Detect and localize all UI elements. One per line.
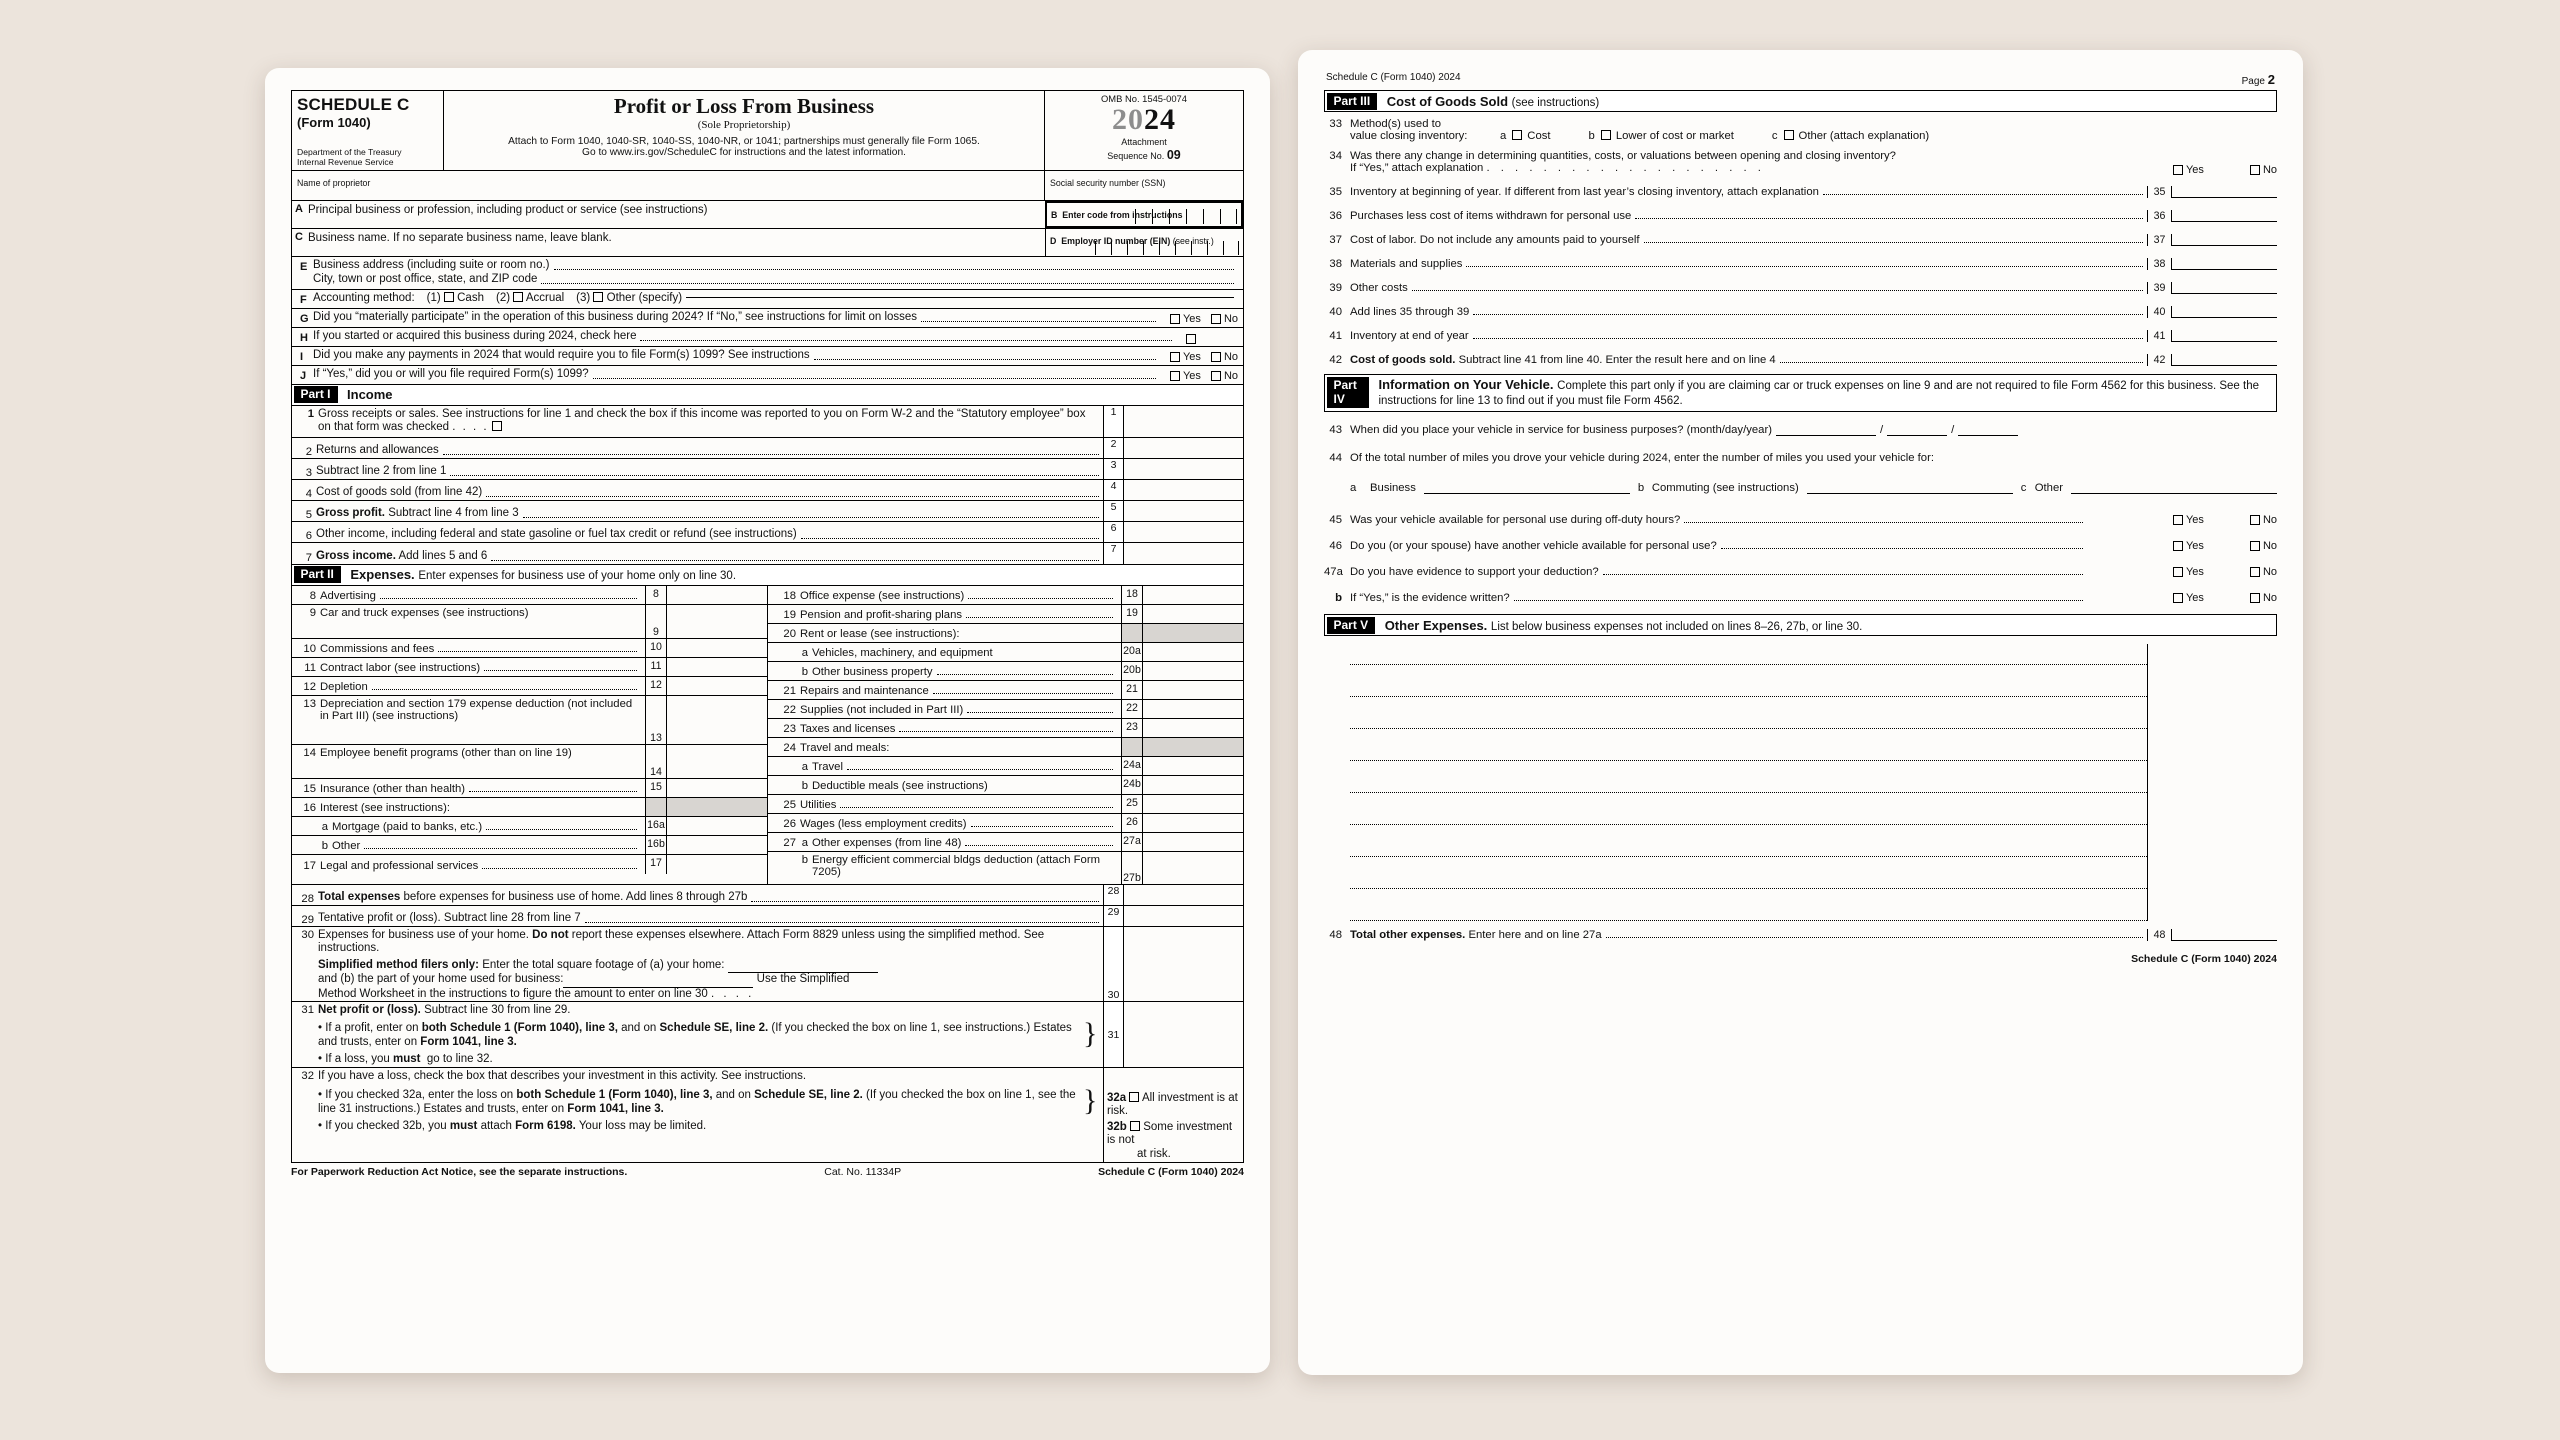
line-18-amount[interactable]	[1143, 586, 1243, 604]
line-35-row: 35 Inventory at beginning of year. If different from last year’s closing inventory, attach explanation 35	[1324, 184, 2277, 200]
checkbox-i-yes[interactable]	[1170, 352, 1180, 362]
checkbox-32a[interactable]	[1129, 1092, 1139, 1102]
line-42-row: 42 Cost of goods sold. Subtract line 41 from line 40. Enter the result here and on line 4 42	[1324, 352, 2277, 368]
schedule-title: SCHEDULE C	[297, 95, 410, 114]
page-2-footer: Schedule C (Form 1040) 2024	[2131, 953, 2277, 965]
line-25-amount[interactable]	[1143, 795, 1243, 813]
other-expense-amount[interactable]	[2148, 665, 2277, 697]
line-47a-row: 47a Do you have evidence to support your deduction? Yes No	[1324, 566, 2277, 578]
line-20b-row: b Other business property 20b	[768, 662, 1243, 681]
part-2-title: Expenses. Enter expenses for business use of your home only on line 30.	[350, 567, 737, 583]
label-e: E	[300, 260, 308, 273]
line-2-row: 2 Returns and allowances 2	[292, 438, 1243, 459]
footer-form-id: Schedule C (Form 1040) 2024	[1098, 1165, 1244, 1178]
line-43-month[interactable]	[1776, 435, 1876, 436]
line-16a-row: a Mortgage (paid to banks, etc.) 16a	[292, 817, 767, 836]
line-1-tag: 1	[1104, 406, 1124, 437]
line-3-row: 3 Subtract line 2 from line 1 3	[292, 459, 1243, 480]
footer-notice: For Paperwork Reduction Act Notice, see the separate instructions.	[291, 1165, 628, 1178]
line-17-row: 17 Legal and professional services 17	[292, 855, 767, 874]
other-expense-amount[interactable]	[2148, 697, 2277, 729]
goto-instruction[interactable]: Go to www.irs.gov/ScheduleC for instructions and the latest information.	[582, 147, 906, 158]
line-5-amount[interactable]	[1124, 501, 1243, 521]
line-47a-yes[interactable]: Yes	[2173, 566, 2204, 578]
line-24a-amount[interactable]	[1143, 757, 1243, 775]
checkbox-47b-yes[interactable]	[2173, 593, 2183, 603]
line-7-amount[interactable]	[1124, 543, 1243, 564]
line-19-row: 19 Pension and profit-sharing plans 19	[768, 605, 1243, 624]
row-g	[291, 308, 1244, 327]
line-41-row: 41 Inventory at end of year 41	[1324, 328, 2277, 344]
header-title-block	[444, 91, 1045, 170]
miles-business-field[interactable]	[1424, 493, 1630, 494]
other-expense-amount[interactable]	[2148, 825, 2277, 857]
part-5-title: Other Expenses. List below business expenses not included on lines 8–26, 27b, or line 30.	[1384, 617, 1863, 633]
line-28-amount[interactable]	[1124, 885, 1243, 905]
label-j: J	[300, 369, 307, 382]
other-expense-line[interactable]	[1350, 900, 2147, 921]
line-23-row: 23 Taxes and licenses 23	[768, 719, 1243, 738]
other-expense-amount[interactable]	[2148, 857, 2277, 889]
line-40-amount[interactable]	[2172, 306, 2277, 318]
proprietor-name-field[interactable]	[292, 171, 1045, 200]
line-37-amount[interactable]	[2172, 234, 2277, 246]
line-5-row: 5 Gross profit. Subtract line 4 from line 3 5	[292, 501, 1243, 522]
address-dotted-line[interactable]	[554, 269, 1234, 270]
started-business-text: If you started or acquired this business during 2024, check here	[313, 329, 637, 342]
accounting-method-label: Accounting method:	[313, 291, 415, 304]
row-c-d	[291, 228, 1244, 256]
other-expense-line[interactable]	[1350, 804, 2147, 825]
ein-field[interactable]	[1045, 229, 1243, 256]
row-i	[291, 346, 1244, 365]
checkbox-34-yes[interactable]	[2173, 165, 2183, 175]
row-e	[291, 256, 1244, 289]
label-c: C	[295, 230, 303, 243]
part-5-bar	[1324, 614, 2277, 636]
checkbox-47b-no[interactable]	[2250, 593, 2260, 603]
page-1-footer	[291, 1163, 1244, 1178]
form-header	[291, 90, 1244, 170]
line-32-row: 32 If you have a loss, check the box that describes your investment in this activity. See instructions. • If you checked 32a, enter the loss on both Schedule 1 (Form 1040), line 3, and on Schedule SE, line 2. (If you checked the box on line 1, see the line 31 instructions.) Estates and trusts, enter on Form 1041, line 3. • If you checked 32b, you must attach Form 6198. Your loss may be limited. } 32a All investment is at risk. 32b Some investment is not at risk.	[292, 1068, 1243, 1162]
line-21-row: 21 Repairs and maintenance 21	[768, 681, 1243, 700]
line-43-day[interactable]	[1887, 435, 1947, 436]
h-dots	[640, 340, 1172, 341]
line-16-row: 16 Interest (see instructions):	[292, 798, 767, 817]
part-2-right-column	[768, 586, 1243, 884]
checkbox-33b[interactable]	[1601, 130, 1611, 140]
page-2-form-id: Schedule C (Form 1040) 2024	[1326, 72, 1461, 83]
line-33-row: 33 Method(s) used to value closing inventory: a Cost b Lower of cost or market c Other (attach explanation)	[1329, 118, 1930, 142]
line-13-amount[interactable]	[667, 696, 767, 744]
city-dotted-line[interactable]	[541, 283, 1234, 284]
line-16b-amount[interactable]	[667, 836, 767, 854]
line-48-amount[interactable]	[2172, 929, 2277, 941]
line-31-row: 31 Net profit or (loss). Subtract line 30 from line 29. • If a profit, enter on both Schedule 1 (Form 1040), line 3, and on Schedule SE, line 2. (If you checked the box on line 1, see instructions.) Estates and trusts, enter on Form 1041, line 3. • If a loss, you must go to line 32. } 31	[292, 1002, 1243, 1067]
line-6-amount[interactable]	[1124, 522, 1243, 542]
line-8-amount[interactable]	[667, 586, 767, 604]
other-expense-line[interactable]	[1350, 772, 2147, 793]
part-1-title: Income	[347, 387, 393, 403]
business-code-cells[interactable]	[1135, 209, 1237, 224]
line-46-yes[interactable]: Yes	[2173, 540, 2204, 552]
line-47b-row: b If “Yes,” is the evidence written? Yes No	[1335, 592, 2277, 604]
schedule-c-page-2	[1298, 50, 2303, 1375]
line-10-amount[interactable]	[667, 639, 767, 657]
line-28-row: 28 Total expenses before expenses for business use of home. Add lines 8 through 27b 28	[292, 885, 1243, 906]
accounting-opt-3[interactable]: (3) Other (specify)	[576, 291, 683, 304]
line-14-row: 14 Employee benefit programs (other than on line 19) 14	[292, 745, 767, 779]
line-39-amount[interactable]	[2172, 282, 2277, 294]
line-39-row: 39 Other costs 39	[1324, 280, 2277, 296]
line-47b-yes[interactable]: Yes	[2173, 592, 2204, 604]
line-20a-amount[interactable]	[1143, 643, 1243, 661]
line-47b-no[interactable]: No	[2250, 592, 2277, 604]
footer-cat-no: Cat. No. 11334P	[824, 1165, 902, 1178]
other-expense-line[interactable]	[1350, 708, 2147, 729]
department-line: Department of the Treasury	[297, 147, 402, 157]
part-3-title: Cost of Goods Sold (see instructions)	[1386, 93, 1600, 109]
form-title: Profit or Loss From Business	[613, 94, 875, 118]
business-name-field[interactable]: Business name. If no separate business name, leave blank.	[308, 231, 612, 244]
line-9-row: 9 Car and truck expenses (see instructions) 9	[292, 605, 767, 639]
line-3-amount[interactable]	[1124, 459, 1243, 479]
line-34-yes[interactable]: Yes	[2173, 164, 2204, 176]
line-30-amount[interactable]	[1124, 927, 1243, 1002]
j-no[interactable]: No	[1211, 370, 1238, 382]
header-schedule-block	[292, 91, 444, 170]
line-6-row: 6 Other income, including federal and state gasoline or fuel tax credit or refund (see instructions) 6	[292, 522, 1243, 543]
line-24a-row: a Travel 24a	[768, 757, 1243, 776]
material-participation-text: Did you “materially participate” in the operation of this business during 2024? If “No,” see instructions for limit on losses	[313, 310, 918, 323]
part-2-label: Part II	[294, 566, 341, 583]
line-34-no[interactable]: No	[2250, 164, 2277, 176]
checkbox-33c[interactable]	[1784, 130, 1794, 140]
j-yes[interactable]: Yes	[1170, 370, 1201, 382]
part-4-bar	[1324, 374, 2277, 412]
line-36-row: 36 Purchases less cost of items withdrawn for personal use 36	[1324, 208, 2277, 224]
form-subtitle: (Sole Proprietorship)	[697, 119, 791, 131]
miles-commuting-field[interactable]	[1807, 493, 2013, 494]
row-f	[291, 289, 1244, 308]
line-35-amount[interactable]	[2172, 186, 2277, 198]
part-5-label: Part V	[1327, 617, 1376, 634]
line-29-row: 29 Tentative profit or (loss). Subtract line 28 from line 7 29	[292, 906, 1243, 927]
line-23-amount[interactable]	[1143, 719, 1243, 737]
line-45-yes[interactable]: Yes	[2173, 514, 2204, 526]
line-48-row: 48 Total other expenses. Enter here and on line 27a 48	[1324, 927, 2277, 943]
other-expense-amount[interactable]	[2148, 729, 2277, 761]
line-22-amount[interactable]	[1143, 700, 1243, 718]
other-expense-line[interactable]	[1350, 676, 2147, 697]
line-32b-option[interactable]: 32b Some investment is not	[1107, 1120, 1233, 1147]
attach-instruction: Attach to Form 1040, 1040-SR, 1040-SS, 1040-NR, or 1041; partnerships must generally file Form 1065.	[508, 136, 980, 147]
i-yes[interactable]: Yes	[1170, 351, 1201, 363]
ssn-label: Social security number (SSN)	[1050, 177, 1166, 188]
miles-other-field[interactable]	[2071, 493, 2277, 494]
part-1-lines	[291, 405, 1244, 564]
line-27a-row: 27 a Other expenses (from line 48) 27a	[768, 833, 1243, 852]
label-g: G	[300, 312, 309, 325]
line-46-no[interactable]: No	[2250, 540, 2277, 552]
line-31-amount[interactable]	[1124, 1002, 1243, 1066]
line-38-row: 38 Materials and supplies 38	[1324, 256, 2277, 272]
line-7-row: 7 Gross income. Add lines 5 and 6 7	[292, 543, 1243, 564]
other-expense-amount[interactable]	[2148, 793, 2277, 825]
other-expense-line[interactable]	[1350, 740, 2147, 761]
line-44-row: 44 Of the total number of miles you drove your vehicle during 2024, enter the number of miles you used your vehicle for:	[1329, 452, 1934, 464]
i-dots	[814, 359, 1156, 360]
label-i: I	[300, 350, 304, 363]
line-34-row: 34 Was there any change in determining quantities, costs, or valuations between opening and closing inventory? If “Yes,” attach explanation . . . . . . . . . . . . . . . . . . . . Yes No	[1329, 150, 2277, 176]
principal-business-field[interactable]: Principal business or profession, including product or service (see instructions)	[308, 203, 708, 216]
part-2-left-column	[292, 586, 768, 884]
business-code-field[interactable]	[1045, 201, 1243, 228]
line-19-amount[interactable]	[1143, 605, 1243, 623]
line-4-row: 4 Cost of goods sold (from line 42) 4	[292, 480, 1243, 501]
line-24b-amount[interactable]	[1143, 776, 1243, 794]
line-12-row: 12 Depletion 12	[292, 677, 767, 696]
line-16a-amount[interactable]	[667, 817, 767, 835]
line-26-row: 26 Wages (less employment credits) 26	[768, 814, 1243, 833]
checkbox-g-no[interactable]	[1211, 314, 1221, 324]
line-16b-row: b Other 16b	[292, 836, 767, 855]
label-f: F	[300, 293, 307, 306]
line-20b-amount[interactable]	[1143, 662, 1243, 680]
tax-year: 2024	[1112, 103, 1176, 136]
checkbox-g-yes[interactable]	[1170, 314, 1180, 324]
line-42-amount[interactable]	[2172, 354, 2277, 366]
line-44-subrow: a Business b Commuting (see instructions) c Other	[1324, 480, 2277, 496]
accounting-opt-1[interactable]: (1) Cash	[426, 291, 484, 304]
checkbox-cash[interactable]	[444, 292, 454, 302]
part-2-bar	[291, 564, 1244, 585]
line-46-row: 46 Do you (or your spouse) have another vehicle available for personal use? Yes No	[1329, 540, 2277, 552]
attachment-sequence: Attachment Sequence No. 09	[1107, 137, 1181, 162]
line-20-row: 20 Rent or lease (see instructions):	[768, 624, 1243, 643]
j-dots	[593, 378, 1156, 379]
part-5-blank-lines	[1324, 644, 2277, 921]
other-expense-amount[interactable]	[2148, 644, 2277, 665]
line-37-row: 37 Cost of labor. Do not include any amounts paid to yourself 37	[1324, 232, 2277, 248]
label-b: B Enter code from instructions	[1051, 209, 1183, 220]
line-45-row: 45 Was your vehicle available for personal use during off-duty hours? Yes No	[1329, 514, 2277, 526]
line-27b-row: b Energy efficient commercial bldgs deduction (attach Form 7205) 27b	[768, 852, 1243, 884]
other-expense-amount[interactable]	[2148, 761, 2277, 793]
checkbox-47a-no[interactable]	[2250, 567, 2260, 577]
line-40-row: 40 Add lines 35 through 39 40	[1324, 304, 2277, 320]
checkbox-46-yes[interactable]	[2173, 541, 2183, 551]
ein-cells[interactable]	[1095, 241, 1239, 255]
header-omb-block	[1045, 91, 1243, 170]
checkbox-32b[interactable]	[1130, 1121, 1140, 1131]
schedule-c-page-1	[265, 68, 1270, 1373]
checkbox-33a[interactable]	[1512, 130, 1522, 140]
checkbox-34-no[interactable]	[2250, 165, 2260, 175]
service-line: Internal Revenue Service	[297, 157, 394, 168]
line-8-row: 8 Advertising 8	[292, 586, 767, 605]
line-11-amount[interactable]	[667, 658, 767, 676]
lines-35-42	[1324, 184, 2277, 368]
checkbox-accrual[interactable]	[513, 292, 523, 302]
part-4-title: Information on Your Vehicle. Complete this part only if you are claiming car or truck expenses on line 9 and are not required to file Form 4562 for this business. See the instructions for line 13 to find out if you must file Form 4562.	[1378, 377, 2260, 407]
line-1-amount[interactable]	[1124, 406, 1243, 437]
g-dots	[921, 321, 1156, 322]
h-check[interactable]	[1186, 334, 1196, 344]
line-11-row: 11 Contract labor (see instructions) 11	[292, 658, 767, 677]
part-1-label: Part I	[294, 386, 338, 403]
row-h	[291, 327, 1244, 346]
name-ssn-row	[291, 170, 1244, 200]
line-38-amount[interactable]	[2172, 258, 2277, 270]
line-27b-amount[interactable]	[1143, 852, 1243, 884]
line-12-amount[interactable]	[667, 677, 767, 695]
line-22-row: 22 Supplies (not included in Part III) 22	[768, 700, 1243, 719]
checkbox-45-yes[interactable]	[2173, 515, 2183, 525]
part-2-columns	[291, 585, 1244, 884]
checkbox-h[interactable]	[1186, 334, 1196, 344]
line-21-amount[interactable]	[1143, 681, 1243, 699]
line-9-amount[interactable]	[667, 605, 767, 638]
business-address-label: Business address (including suite or room no.)	[313, 259, 550, 272]
line-36-amount[interactable]	[2172, 210, 2277, 222]
line-14-amount[interactable]	[667, 745, 767, 778]
i-no[interactable]: No	[1211, 351, 1238, 363]
checkbox-j-yes[interactable]	[1170, 371, 1180, 381]
part-3-bar	[1324, 90, 2277, 112]
checkbox-j-no[interactable]	[1211, 371, 1221, 381]
line-4-amount[interactable]	[1124, 480, 1243, 500]
form1099-filed-text: If “Yes,” did you or will you file required Form(s) 1099?	[313, 367, 589, 380]
part-3-label: Part III	[1327, 93, 1378, 110]
line-1-row: 1 Gross receipts or sales. See instructions for line 1 and check the box if this income was reported to you on Form W-2 and the “Statutory employee” box on that form was checked . . . . 1	[292, 406, 1243, 438]
line-26-amount[interactable]	[1143, 814, 1243, 832]
line-29-amount[interactable]	[1124, 906, 1243, 926]
line-15-row: 15 Insurance (other than health) 15	[292, 779, 767, 798]
line-45-no[interactable]: No	[2250, 514, 2277, 526]
line-24-row: 24 Travel and meals:	[768, 738, 1243, 757]
checkbox-statutory-employee[interactable]	[492, 421, 502, 431]
line-2-amount[interactable]	[1124, 438, 1243, 458]
part-4-label: Part IV	[1327, 377, 1369, 408]
line-13-row: 13 Depreciation and section 179 expense deduction (not included in Part III) (see instructions) 13	[292, 696, 767, 745]
line-20a-row: a Vehicles, machinery, and equipment 20a	[768, 643, 1243, 662]
checkbox-other-method[interactable]	[593, 292, 603, 302]
checkbox-45-no[interactable]	[2250, 515, 2260, 525]
part-1-bar	[291, 384, 1244, 405]
checkbox-46-no[interactable]	[2250, 541, 2260, 551]
lines-28-32	[291, 884, 1244, 1162]
other-method-line[interactable]	[686, 297, 1234, 298]
line-18-row: 18 Office expense (see instructions) 18	[768, 586, 1243, 605]
line-32a-option[interactable]: 32a All investment is at risk.	[1107, 1091, 1238, 1118]
page-2-header	[1324, 72, 2277, 90]
lines-2-7	[292, 438, 1243, 564]
line-47a-no[interactable]: No	[2250, 566, 2277, 578]
line-24b-row: b Deductible meals (see instructions) 24b	[768, 776, 1243, 795]
omb-number: OMB No. 1545-0074	[1101, 93, 1187, 104]
line-30-row: 30 Expenses for business use of your home. Do not report these expenses elsewhere. Attach Form 8829 unless using the simplified method. See instructions. Simplified method filers only: Enter the total square footage of (a) your home: and (b) the part of your home used for business: Use the Simplified Method Worksheet in the instructions to figure the amount to enter on line 30 . . . . 30	[292, 927, 1243, 1003]
city-state-zip-label: City, town or post office, state, and ZIP code	[313, 272, 538, 285]
line-41-amount[interactable]	[2172, 330, 2277, 342]
checkbox-i-no[interactable]	[1211, 352, 1221, 362]
line-17-amount[interactable]	[667, 855, 767, 874]
line-15-amount[interactable]	[667, 779, 767, 797]
other-expense-amount[interactable]	[2148, 889, 2277, 921]
line-25-row: 25 Utilities 25	[768, 795, 1243, 814]
form1099-required-text: Did you make any payments in 2024 that would require you to file Form(s) 1099? See instructions	[313, 348, 810, 361]
ssn-field[interactable]	[1045, 171, 1243, 200]
line-10-row: 10 Commissions and fees 10	[292, 639, 767, 658]
other-expense-line[interactable]	[1350, 644, 2147, 665]
label-a: A	[295, 202, 303, 215]
row-j	[291, 365, 1244, 384]
label-h: H	[300, 331, 308, 344]
form-reference: (Form 1040)	[297, 115, 371, 130]
other-expense-line[interactable]	[1350, 868, 2147, 889]
line-43-year[interactable]	[1958, 435, 2018, 436]
g-yes[interactable]: Yes	[1170, 313, 1201, 325]
line-27a-amount[interactable]	[1143, 833, 1243, 851]
line-43-row: 43 When did you place your vehicle in service for business purposes? (month/day/year) / /	[1324, 422, 2277, 438]
page-2-number: Page 2	[2241, 72, 2275, 87]
accounting-opt-2[interactable]: (2) Accrual	[495, 291, 565, 304]
label-d: D Employer ID number (EIN) (see instr.)	[1050, 235, 1214, 246]
proprietor-name-label: Name of proprietor	[297, 177, 371, 188]
g-no[interactable]: No	[1211, 313, 1238, 325]
other-expense-line[interactable]	[1350, 836, 2147, 857]
row-a-b	[291, 200, 1244, 228]
checkbox-47a-yes[interactable]	[2173, 567, 2183, 577]
